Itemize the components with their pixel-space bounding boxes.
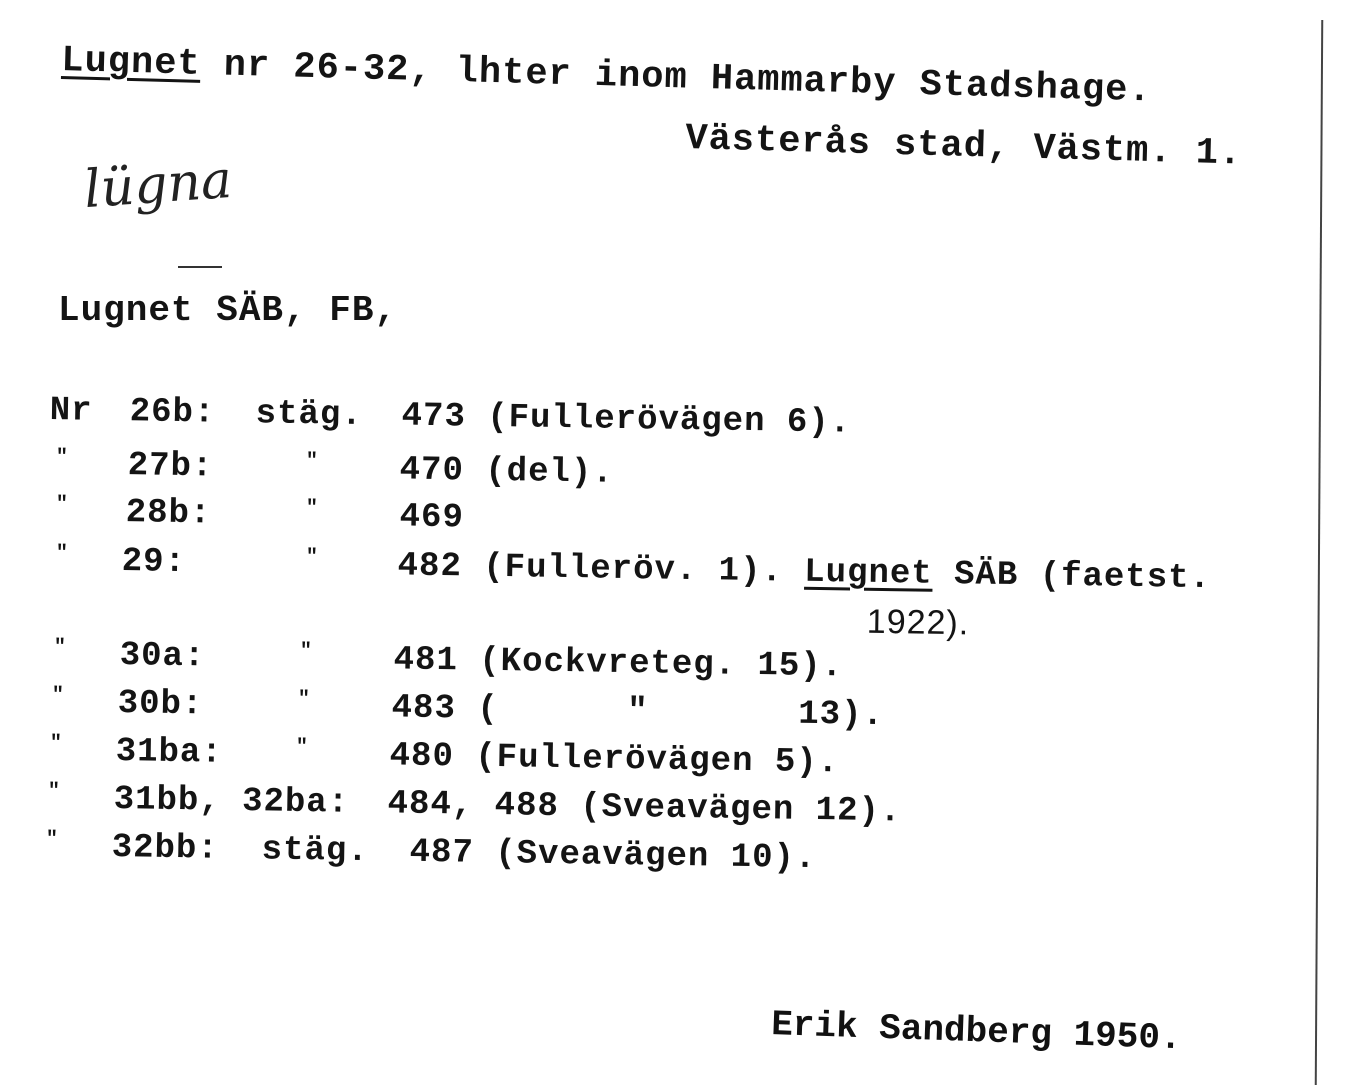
ditto-mark: " (305, 449, 318, 474)
entry-owner-tail: SÄB (faetst. (932, 555, 1212, 599)
handwritten-annotation: lügna (82, 149, 234, 221)
entry-number: 30b: (117, 685, 204, 725)
entry-value: 480 (Fullerövägen 5). (389, 737, 840, 783)
entry-value: 470 (del). (399, 451, 614, 493)
header-rest: nr 26-32, lhter inom Hammarby Stadshage. (200, 43, 1153, 113)
entry-number: 30a: (119, 637, 206, 677)
entry-number: 26b: (129, 393, 216, 433)
entry-stag: stäg. (261, 831, 369, 872)
entry-number: 31bb, 32ba: (113, 781, 350, 823)
signature: Erik Sandberg 1950. (770, 1004, 1183, 1060)
entry-value (397, 547, 1211, 598)
header-name: Lugnet (60, 40, 202, 86)
entry-prefix: Nr (49, 392, 93, 431)
entry-stag: stäg. (255, 395, 363, 435)
ditto-mark: " (299, 639, 312, 664)
ditto-mark: " (55, 493, 69, 517)
entry-value: 469 (399, 498, 465, 538)
ditto-mark: " (49, 732, 63, 756)
entry-row (45, 828, 1046, 884)
entry-value-text: 482 (Fulleröv. 1). (397, 547, 805, 592)
ditto-mark: " (45, 828, 59, 852)
entry-value: 483 ( " 13). (391, 689, 885, 736)
entry-value: 487 (Sveavägen 10). (409, 833, 817, 879)
entry-row (49, 732, 1050, 788)
entry-row (53, 636, 1054, 692)
entry-number: 31ba: (115, 733, 224, 773)
entry-value: 481 (Kockvreteg. 15). (393, 641, 844, 687)
ditto-mark: " (55, 446, 69, 470)
entry-row (55, 542, 1368, 643)
ditto-mark: " (47, 780, 61, 804)
owner-line: Lugnet SÄB, FB, (58, 290, 398, 331)
entry-number: 32bb: (111, 829, 220, 869)
entry-value: 473 (Fullerövägen 6). (401, 397, 852, 443)
ditto-mark: " (305, 496, 318, 521)
ditto-mark: " (295, 735, 308, 760)
entry-row (55, 446, 1056, 502)
entry-row (55, 493, 1056, 549)
ditto-mark: " (305, 545, 318, 570)
entry-owner-link: Lugnet (803, 553, 933, 594)
ditto-mark: " (55, 542, 69, 566)
entry-row (49, 392, 1050, 448)
entry-number: 27b: (127, 447, 214, 487)
entry-row (51, 684, 1052, 740)
header-line-2: Västerås stad, Västm. 1. (684, 118, 1243, 176)
ditto-mark: " (53, 636, 67, 660)
ditto-mark: " (51, 684, 65, 708)
entry-number: 29: (121, 543, 187, 583)
entry-continuation: 1922). (866, 602, 970, 643)
entry-number: 28b: (125, 494, 212, 534)
ditto-mark: " (297, 687, 310, 712)
entry-row (47, 780, 1048, 836)
entry-value: 484, 488 (Sveavägen 12). (387, 785, 902, 832)
